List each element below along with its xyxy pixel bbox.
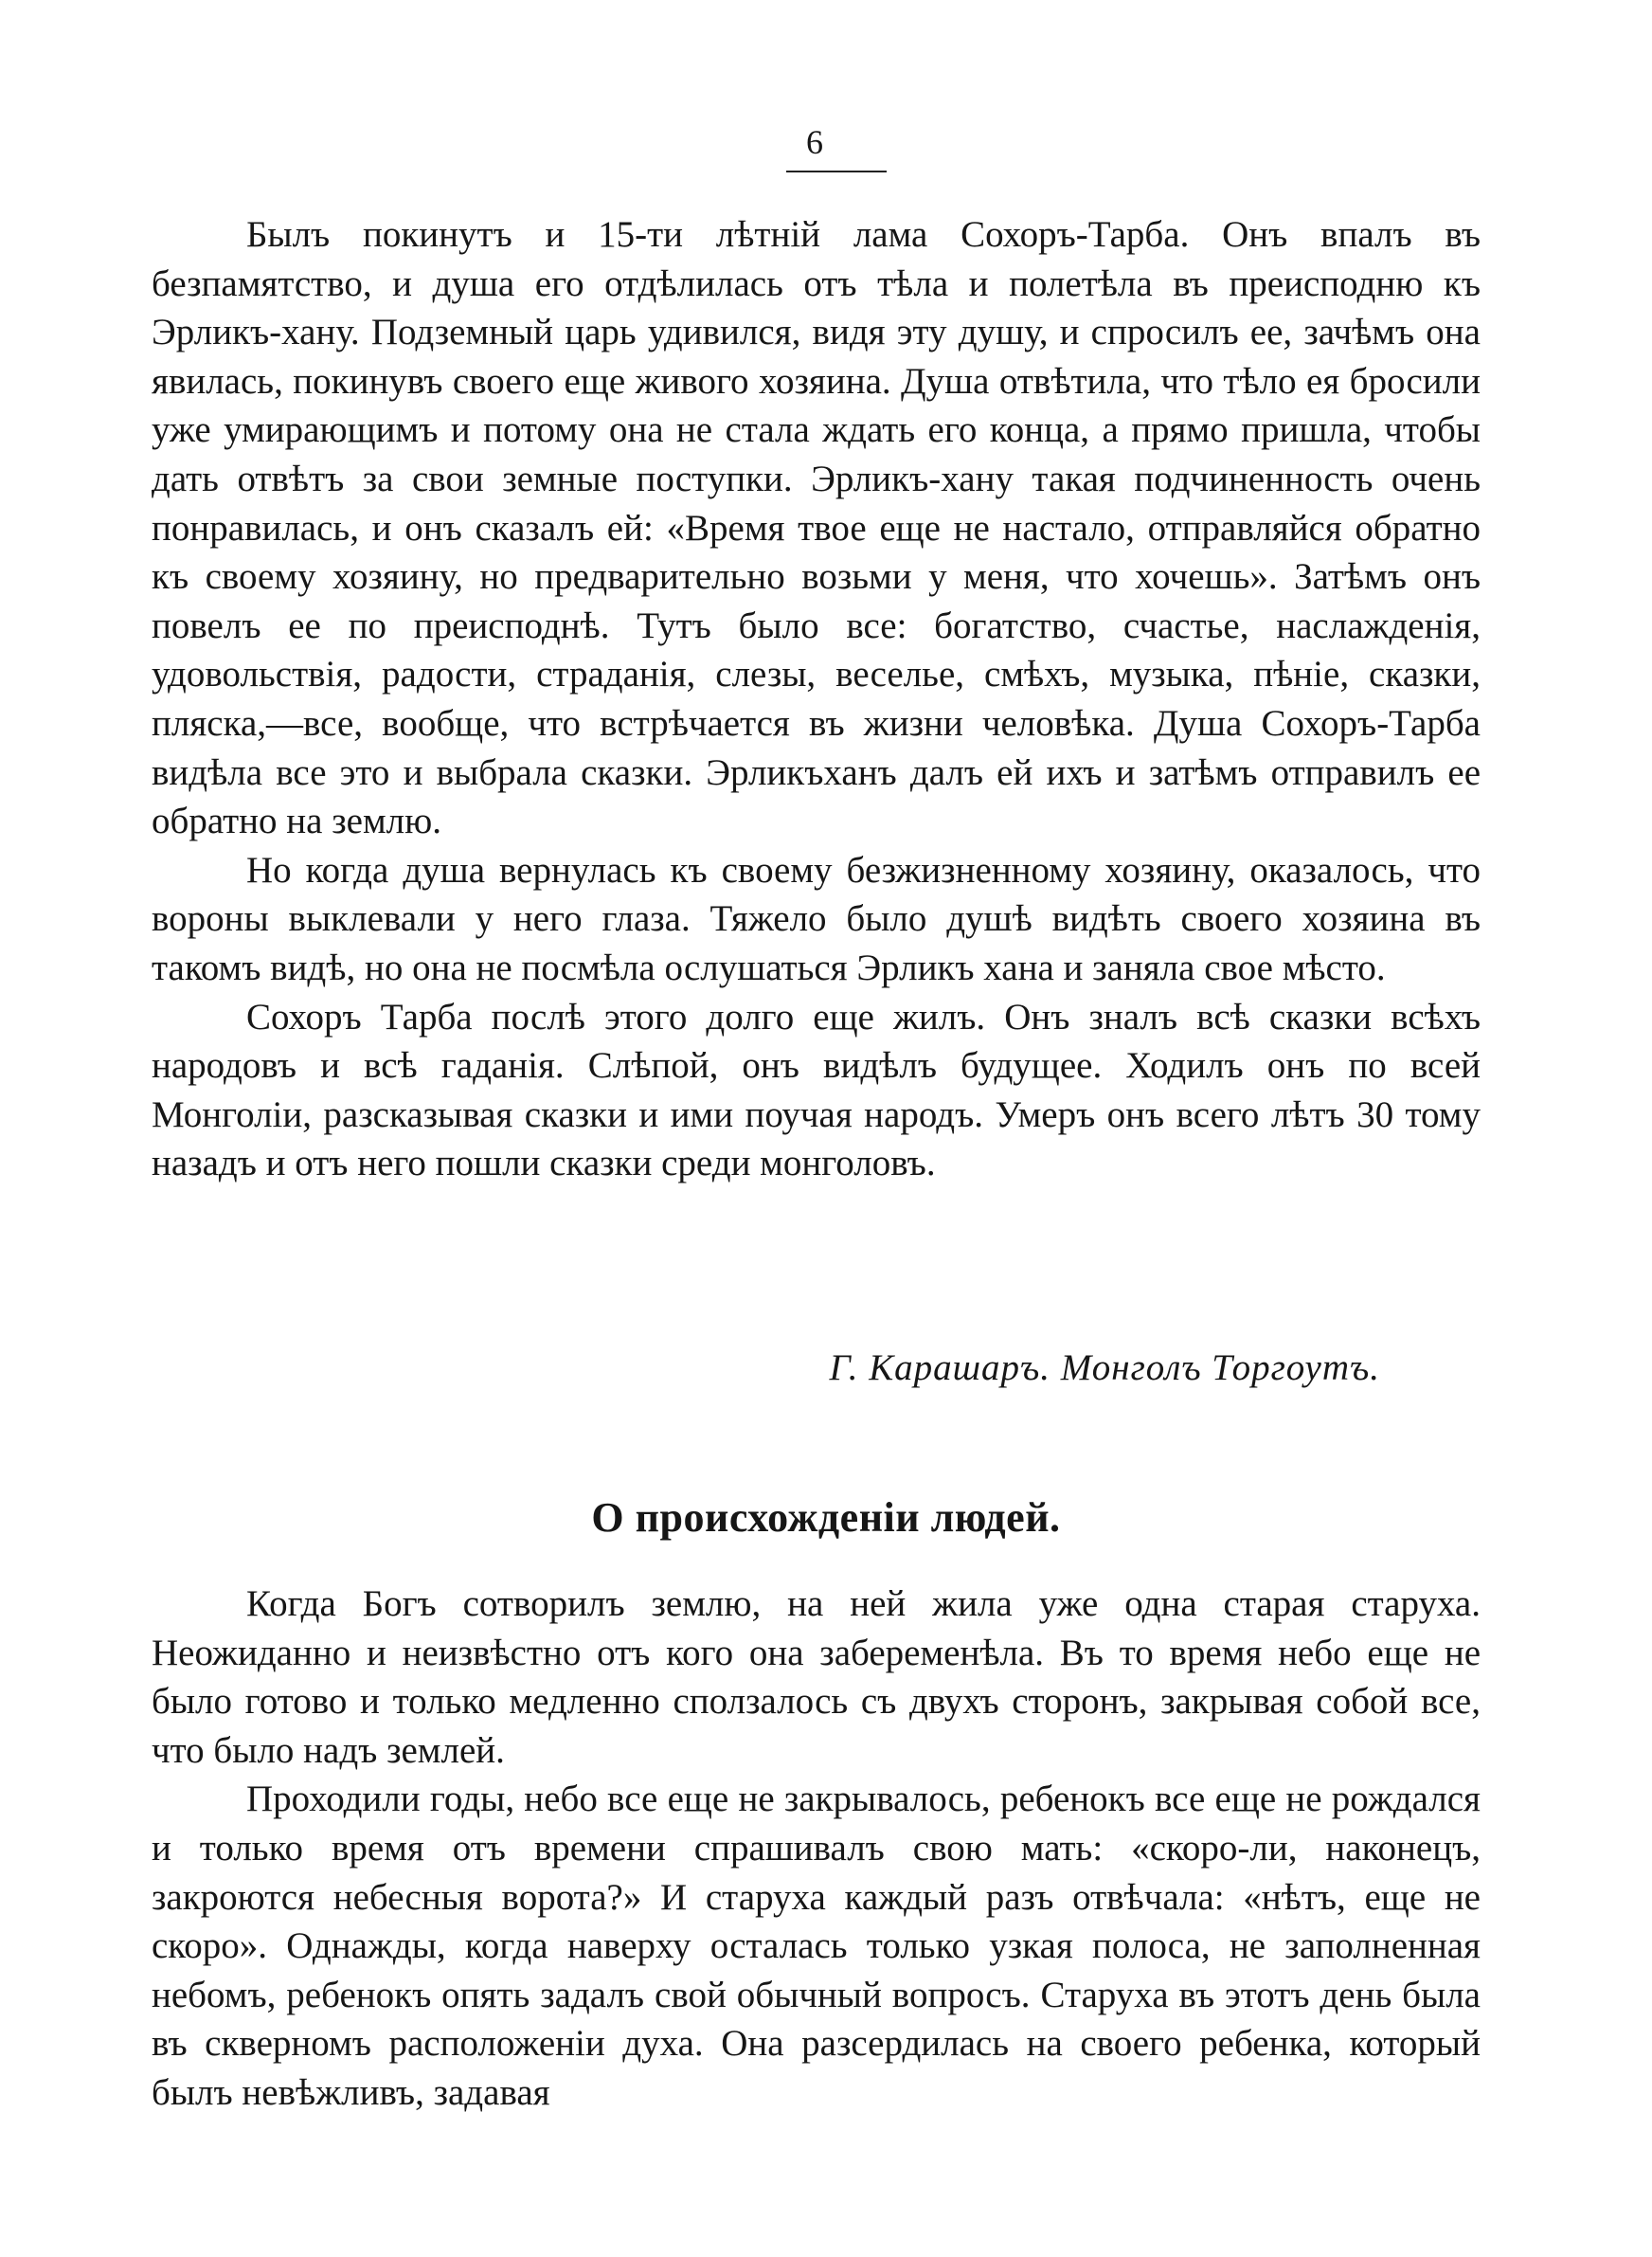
page-number: 6 [806, 123, 823, 161]
story-2-body [152, 1580, 1481, 2118]
story-1-paragraph-1: Былъ покинутъ и 15-ти лѣтній лама Сохоръ-Тарба. Онъ впалъ въ безпамятство, и душа его отдѣлилась отъ тѣла и полетѣла въ преисподню къ Эрликъ-хану. Подземный царь удивился, видя эту душу, и спросилъ ее, зачѣмъ она явилась, покинувъ своего еще живого хозяина. Душа отвѣтила, что тѣло ея бросили уже умирающимъ и потому она не стала ждать его конца, а прямо пришла, чтобы дать отвѣтъ за свои земные поступки. Эрликъ-хану такая подчиненность очень понравилась, и онъ сказалъ ей: «Время твое еще не настало, отправляйся обратно къ своему хозяину, но предварительно возьми у меня, что хочешь». Затѣмъ онъ повелъ ее по преисподнѣ. Тутъ было все: богатство, счастье, наслажденія, удовольствія, радости, страданія, слезы, веселье, смѣхъ, музыка, пѣніе, сказки, пляска,—все, вообще, что встрѣчается въ жизни человѣка. Душа Сохоръ-Тарба видѣла все это и выбрала сказки. Эрликъханъ далъ ей ихъ и затѣмъ отправилъ ее обратно на землю. [152, 214, 1481, 842]
story-1-body [152, 210, 1481, 1188]
story-1-paragraph-2: Но когда душа вернулась къ своему безжизненному хозяину, оказалось, что вороны выклевали у него глаза. Тяжело было душѣ видѣть своего хозяина въ такомъ видѣ, но она не посмѣла ослушаться Эрликъ хана и заняла свое мѣсто. [152, 849, 1481, 988]
story-2-title: О происхожденіи людей. [591, 1494, 1061, 1541]
story-2-paragraph-1: Когда Богъ сотворилъ землю, на ней жила уже одна старая старуха. Неожиданно и неизвѣстно отъ кого она забеременѣла. Въ то время небо еще не было готово и только медленно сползалось съ двухъ сторонъ, закрывая собой все, что было надъ землей. [152, 1583, 1481, 1771]
story-1-signature: Г. Карашаръ. Монголъ Торгоутъ. [829, 1347, 1380, 1388]
story-1-paragraph-3: Сохоръ Тарба послѣ этого долго еще жилъ. Онъ зналъ всѣ сказки всѣхъ народовъ и всѣ гаданія. Слѣпой, онъ видѣлъ будущее. Ходилъ онъ по всей Монголіи, разсказывая сказки и ими поучая народъ. Умеръ онъ всего лѣтъ 30 тому назадъ и отъ него пошли сказки среди монголовъ. [152, 996, 1481, 1184]
story-2-paragraph-2: Проходили годы, небо все еще не закрывалось, ребенокъ все еще не рождался и только время отъ времени спрашивалъ свою мать: «скоро-ли, наконецъ, закроются небесныя ворота?» И старуха каждый разъ отвѣчала: «нѣтъ, еще не скоро». Однажды, когда наверху осталась только узкая полоса, не заполненная небомъ, ребенокъ опять задалъ свой обычный вопросъ. Старуха въ этотъ день была въ скверномъ расположеніи духа. Она разсердилась на своего ребенка, который былъ невѣжливъ, задавая [152, 1779, 1481, 2113]
page-number-rule [786, 171, 887, 172]
